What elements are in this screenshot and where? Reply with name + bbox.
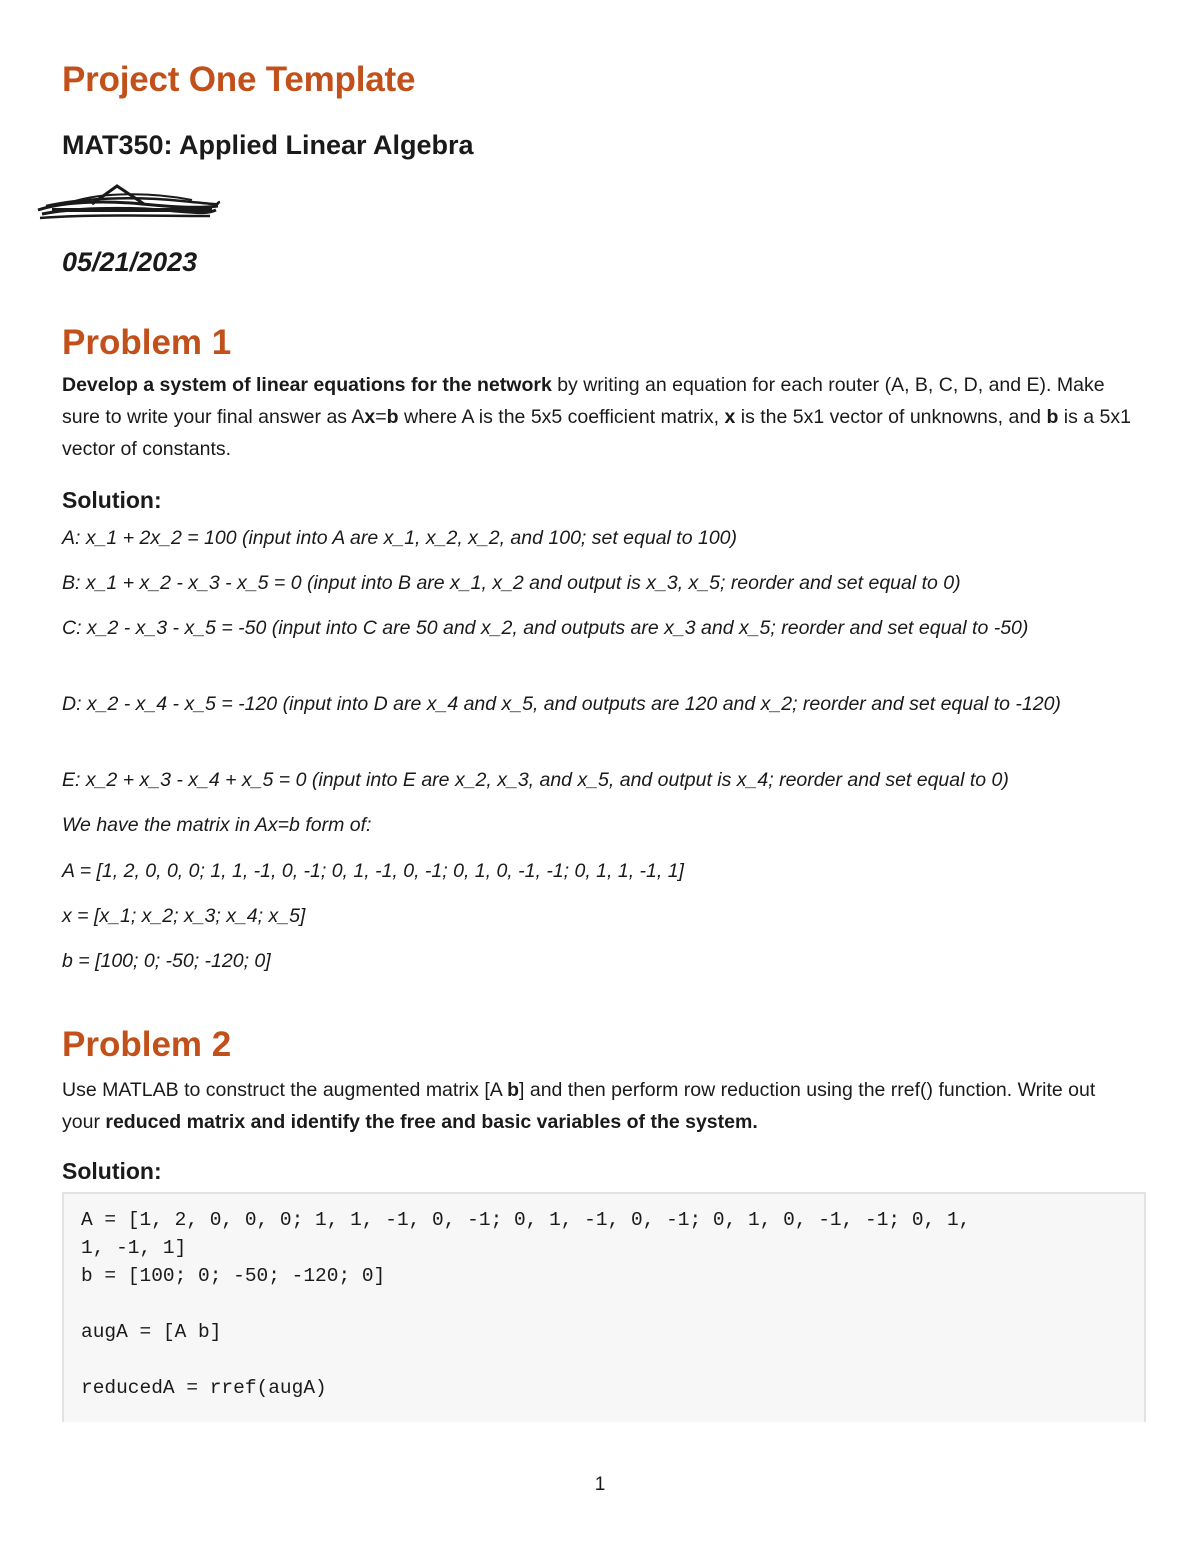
page-number: 1 [594, 1474, 606, 1495]
document-title: Project One Template [62, 60, 416, 99]
course-name: MAT350: Applied Linear Algebra [62, 130, 474, 160]
equation-router-b: B: x_1 + x_2 - x_3 - x_5 = 0 (input into B are x_1, x_2 and output is x_3, x_5; reorder and set equal to 0) [62, 572, 961, 594]
code-line: A = [1, 2, 0, 0, 0; 1, 1, -1, 0, -1; 0, 1, -1, 0, -1; 0, 1, 0, -1, -1; 0, 1, [81, 1209, 971, 1231]
problem-1-prompt: Develop a system of linear equations for the network by writing an equation for each router (A, B, C, D, and E). Make sure to write your final answer as Ax=b where A is the 5x5 coefficient matrix, x is the 5x1 vector of unknowns, and b is a 5x1 vector of constants. [62, 374, 1131, 460]
equation-router-e: E: x_2 + x_3 - x_4 + x_5 = 0 (input into E are x_2, x_3, and x_5, and output is x_4; reorder and set equal to 0) [62, 769, 1009, 791]
code-line: 1, -1, 1] [81, 1237, 187, 1259]
equation-router-c: C: x_2 - x_3 - x_5 = -50 (input into C are 50 and x_2, and outputs are x_3 and x_5; reorder and set equal to -50) [62, 617, 1029, 639]
problem-2-heading: Problem 2 [62, 1025, 232, 1064]
matrix-a-definition: A = [1, 2, 0, 0, 0; 1, 1, -1, 0, -1; 0, 1, -1, 0, -1; 0, 1, 0, -1, -1; 0, 1, 1, -1, 1] [62, 860, 684, 882]
prompt-bold-tail: reduced matrix and identify the free and basic variables of the system. [105, 1111, 758, 1133]
vector-x-definition: x = [x_1; x_2; x_3; x_4; x_5] [62, 905, 306, 927]
prompt-bold-lead: Develop a system of linear equations for the network [62, 374, 552, 396]
problem-2-solution-heading: Solution: [62, 1158, 162, 1184]
redacted-author-scribble [32, 180, 222, 230]
problem-2-prompt: Use MATLAB to construct the augmented matrix [A b] and then perform row reduction using the rref() function. Write out your reduced matrix and identify the free and basic variables of the system. [62, 1079, 1096, 1133]
problem-1-solution-heading: Solution: [62, 487, 162, 513]
submission-date: 05/21/2023 [62, 247, 198, 277]
equation-router-a: A: x_1 + 2x_2 = 100 (input into A are x_1, x_2, x_2, and 100; set equal to 100) [62, 527, 738, 549]
problem-1-heading: Problem 1 [62, 323, 232, 362]
code-line: b = [100; 0; -50; -120; 0] [81, 1265, 386, 1287]
matlab-code-block [62, 1192, 1146, 1422]
vector-b-definition: b = [100; 0; -50; -120; 0] [62, 950, 271, 972]
code-line: reducedA = rref(augA) [81, 1377, 327, 1399]
matrix-form-intro: We have the matrix in Ax=b form of: [62, 814, 372, 836]
equation-router-d: D: x_2 - x_4 - x_5 = -120 (input into D are x_4 and x_5, and outputs are 120 and x_2; reorder and set equal to -120) [62, 693, 1061, 715]
code-line: augA = [A b] [81, 1321, 222, 1343]
